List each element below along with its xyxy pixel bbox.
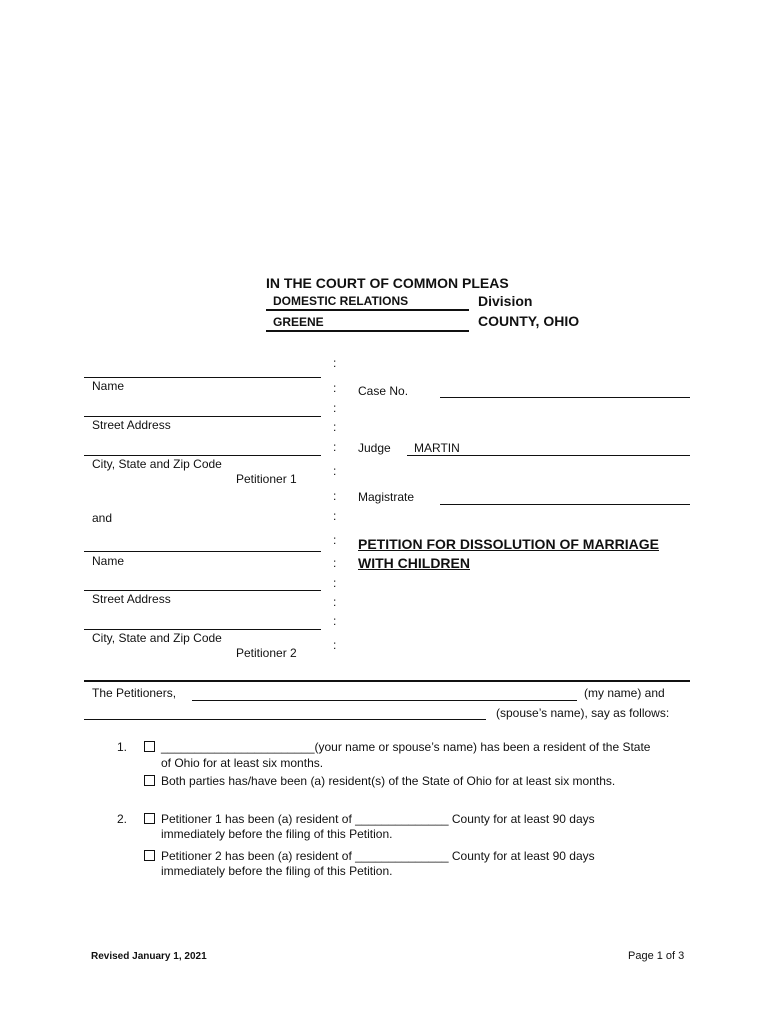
item2-option1-text-cont: immediately before the filing of this Petition. xyxy=(161,827,393,841)
petitioner1-name-input[interactable] xyxy=(84,361,321,377)
petitioner2-role-label: Petitioner 2 xyxy=(236,646,297,660)
petitioner1-city-input[interactable] xyxy=(84,439,321,455)
petitioner1-name-line xyxy=(84,377,321,378)
item1-option2-checkbox[interactable] xyxy=(144,775,155,786)
page-number: Page 1 of 3 xyxy=(628,950,685,962)
caption-colon: : xyxy=(333,576,337,590)
caption-colon: : xyxy=(333,556,337,570)
item1-option1-text-cont: of Ohio for at least six months. xyxy=(161,756,324,770)
my-name-line xyxy=(192,700,577,701)
revised-date: Revised January 1, 2021 xyxy=(91,951,207,962)
magistrate-line xyxy=(440,504,690,505)
caption-colon: : xyxy=(333,614,337,628)
petitioner1-street-input[interactable] xyxy=(84,400,321,416)
spouse-name-input[interactable] xyxy=(84,703,486,719)
caption-colon: : xyxy=(333,509,337,523)
petitioner2-name-label: Name xyxy=(92,554,125,568)
case-no-line xyxy=(440,397,690,398)
petitioner2-name-input[interactable] xyxy=(84,535,321,551)
caption-colon: : xyxy=(333,401,337,415)
item2-option2-text-cont: immediately before the filing of this Petition. xyxy=(161,864,393,878)
item1-option2-text: Both parties has/have been (a) resident(s) of the State of Ohio for at least six months. xyxy=(161,774,616,788)
my-name-label: (my name) and xyxy=(584,686,665,700)
item2-option2-checkbox[interactable] xyxy=(144,850,155,861)
division-label: Division xyxy=(478,293,533,309)
and-connector: and xyxy=(92,511,113,525)
caption-colon: : xyxy=(333,489,337,503)
petitioner1-street-label: Street Address xyxy=(92,418,171,432)
petitioner2-name-line xyxy=(84,551,321,552)
county-underline xyxy=(266,330,469,332)
caption-colon: : xyxy=(333,638,337,652)
magistrate-input[interactable] xyxy=(440,488,690,504)
petitioner2-city-line xyxy=(84,629,321,630)
petitioners-label: The Petitioners, xyxy=(92,686,177,700)
petitioner1-role-label: Petitioner 1 xyxy=(236,472,297,486)
spouse-name-label: (spouse’s name), say as follows: xyxy=(496,706,670,720)
caption-colon: : xyxy=(333,381,337,395)
item1-option1-checkbox[interactable] xyxy=(144,741,155,752)
item2-option2-text: Petitioner 2 has been (a) resident of ______________ County for at least 90 days xyxy=(161,849,595,863)
caption-colon: : xyxy=(333,356,337,370)
judge-label: Judge xyxy=(358,441,391,455)
magistrate-label: Magistrate xyxy=(358,490,415,504)
caption-colon: : xyxy=(333,533,337,547)
petition-title-line2: WITH CHILDREN xyxy=(358,555,470,571)
spouse-name-line xyxy=(84,719,486,720)
petitioner2-street-input[interactable] xyxy=(84,574,321,590)
item2-option1-text: Petitioner 1 has been (a) resident of ______________ County for at least 90 days xyxy=(161,812,595,826)
county-field[interactable]: GREENE xyxy=(273,315,324,329)
case-no-label: Case No. xyxy=(358,384,409,398)
petitioner1-name-label: Name xyxy=(92,379,125,393)
caption-colon: : xyxy=(333,464,337,478)
caption-colon: : xyxy=(333,595,337,609)
section-divider xyxy=(84,680,690,682)
petitioner2-street-label: Street Address xyxy=(92,592,171,606)
judge-line xyxy=(407,455,690,456)
case-no-input[interactable] xyxy=(440,381,690,397)
item-number: 1. xyxy=(117,740,128,754)
petitioner2-city-input[interactable] xyxy=(84,613,321,629)
caption-colon: : xyxy=(333,440,337,454)
petitioner1-street-line xyxy=(84,416,321,417)
item-number: 2. xyxy=(117,812,128,826)
county-label: COUNTY, OHIO xyxy=(478,313,580,329)
division-underline xyxy=(266,309,469,311)
item2-option1-checkbox[interactable] xyxy=(144,813,155,824)
petitioner2-street-line xyxy=(84,590,321,591)
petitioner1-city-line xyxy=(84,455,321,456)
my-name-input[interactable] xyxy=(192,684,577,700)
caption-colon: : xyxy=(333,420,337,434)
petition-title: PETITION FOR DISSOLUTION OF MARRIAGE xyxy=(358,536,659,552)
division-field[interactable]: DOMESTIC RELATIONS xyxy=(273,294,409,308)
court-title: IN THE COURT OF COMMON PLEAS xyxy=(266,275,509,291)
petitioner1-city-label: City, State and Zip Code xyxy=(92,457,222,471)
petitioner2-city-label: City, State and Zip Code xyxy=(92,631,222,645)
item1-option1-text: _______________________(your name or spouse’s name) has been a resident of the State xyxy=(161,740,651,754)
judge-field[interactable]: MARTIN xyxy=(414,441,460,455)
